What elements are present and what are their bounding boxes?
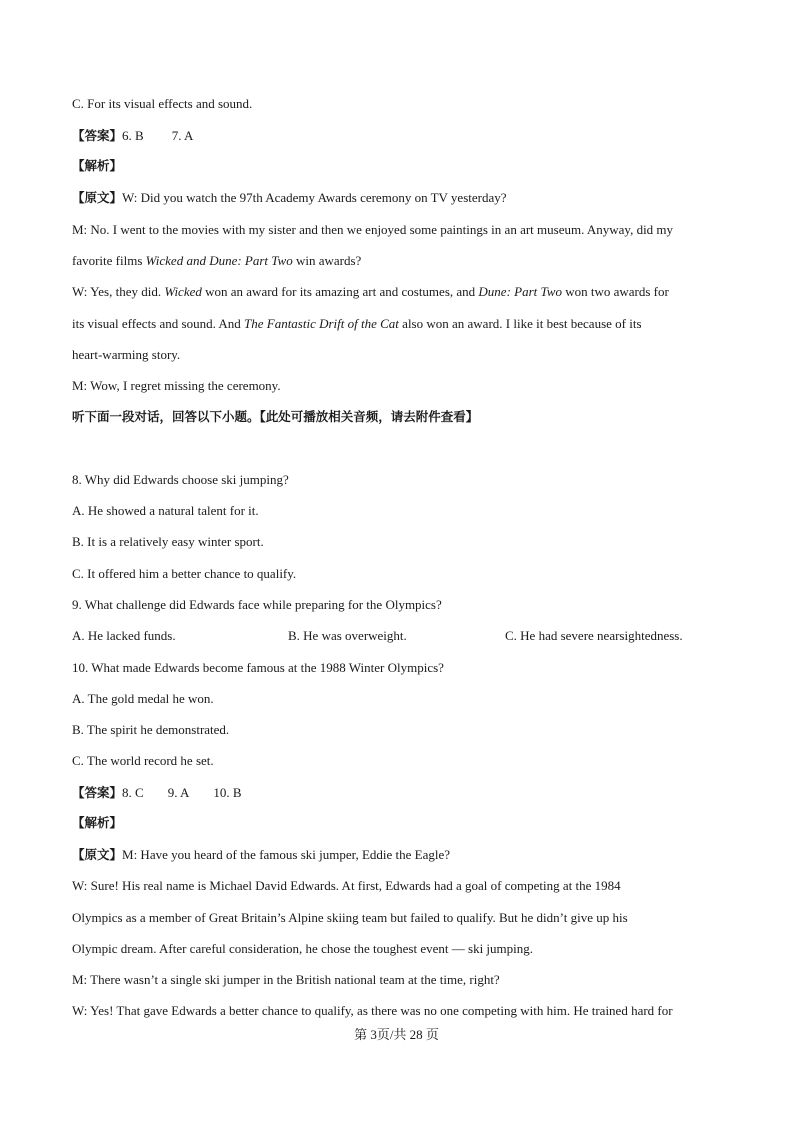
question-8-option-b: B. It is a relatively easy winter sport. [72,534,264,549]
script-line-1: 【原文】W: Did you watch the 97th Academy Awards ceremony on TV yesterday? [72,190,507,205]
transcript-m1b: favorite films Wicked and Dune: Part Two win awards? [72,253,362,268]
listening-instruction: 听下面一段对话，回答以下小题。【此处可播放相关音频，请去附件查看】 [72,409,479,424]
transcript-m1a: M: No. I went to the movies with my sister and then we enjoyed some paintings in an art museum. Anyway, did my [72,222,674,237]
transcript-w1a: W: Yes, they did. Wicked won an award for its amazing art and costumes, and Dune: Part Two won two awards for [72,284,669,299]
question-10: 10. What made Edwards become famous at the 1988 Winter Olympics? [72,660,444,675]
transcript-m1c: M: Wow, I regret missing the ceremony. [72,378,281,393]
transcript-w2a: W: Sure! His real name is Michael David Edwards. At first, Edwards had a goal of competing at the 1984 [72,878,621,893]
question-9-option-b: B. He was overweight. [288,628,407,643]
answer-tag: 【答案】 [72,785,123,800]
answer-line-2: 【答案】8. C 9. A 10. B [72,785,242,800]
question-9-option-a: A. He lacked funds. [72,628,176,643]
transcript-w2b: Olympics as a member of Great Britain’s Alpine skiing team but failed to qualify. But he didn’t give up his [72,910,628,925]
answer-line-1: 【答案】6. B 7. A [72,128,194,143]
transcript-m2a: M: There wasn’t a single ski jumper in the British national team at the time, right? [72,972,500,987]
script-line-2: 【原文】M: Have you heard of the famous ski jumper, Eddie the Eagle? [72,847,451,862]
question-8-option-a: A. He showed a natural talent for it. [72,503,259,518]
question-10-option-c: C. The world record he set. [72,753,214,768]
question-10-option-a: A. The gold medal he won. [72,691,214,706]
question-10-option-b: B. The spirit he demonstrated. [72,722,230,737]
question-9-option-c: C. He had severe nearsightedness. [505,628,683,643]
question-8: 8. Why did Edwards choose ski jumping? [72,472,289,487]
analysis-tag-1: 【解析】 [72,158,123,173]
transcript-w2d: W: Yes! That gave Edwards a better chance to qualify, as there was no one competing with him. He trained hard for [72,1003,673,1018]
transcript-w2c: Olympic dream. After careful consideration, he chose the toughest event — ski jumping. [72,941,534,956]
analysis-tag-2: 【解析】 [72,815,123,830]
answer-tag: 【答案】 [72,128,123,143]
option-c-q7: C. For its visual effects and sound. [72,96,253,111]
transcript-w1c: heart-warming story. [72,347,181,362]
transcript-w1b: its visual effects and sound. And The Fantastic Drift of the Cat also won an award. I like it best because of its [72,316,642,331]
page-footer: 第 3页/共 28 页 [354,1027,439,1042]
question-9: 9. What challenge did Edwards face while preparing for the Olympics? [72,597,442,612]
question-8-option-c: C. It offered him a better chance to qualify. [72,566,297,581]
